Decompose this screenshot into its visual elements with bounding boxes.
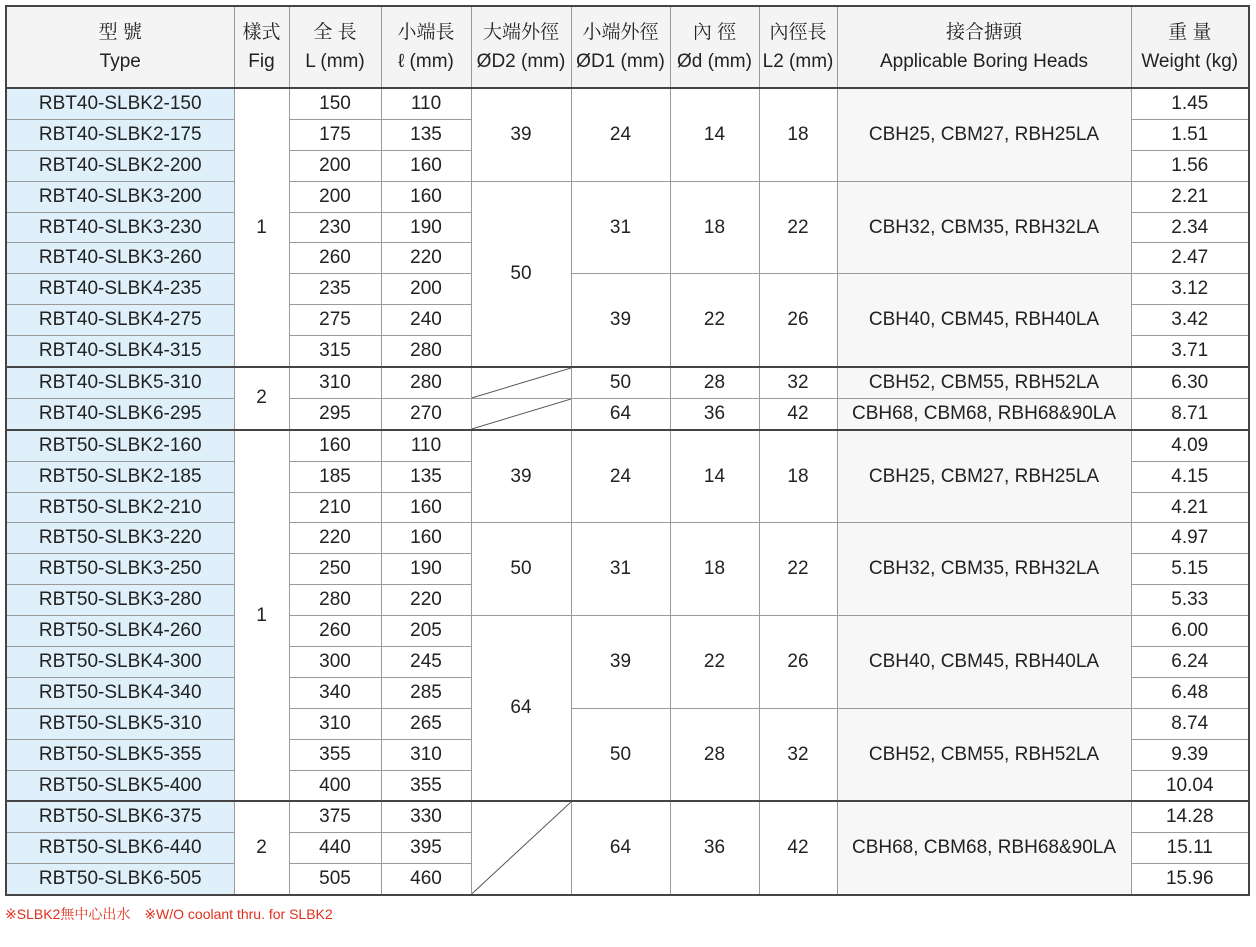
column-header-en: L (mm) — [305, 51, 365, 72]
small-end-length-cell: 330 — [381, 801, 471, 832]
length-cell: 220 — [289, 523, 381, 554]
small-end-length-cell: 190 — [381, 212, 471, 243]
small-end-length-cell: 135 — [381, 119, 471, 150]
inner-length-cell: 42 — [759, 398, 837, 429]
small-end-length-cell: 160 — [381, 150, 471, 181]
length-cell: 505 — [289, 864, 381, 895]
small-end-diameter-cell: 39 — [571, 274, 670, 367]
small-end-length-cell: 270 — [381, 398, 471, 429]
small-end-length-cell: 200 — [381, 274, 471, 305]
boring-heads-cell: CBH40, CBM45, RBH40LA — [837, 616, 1131, 709]
length-cell: 160 — [289, 430, 381, 461]
small-end-length-cell: 190 — [381, 554, 471, 585]
length-cell: 230 — [289, 212, 381, 243]
column-header — [381, 6, 471, 88]
column-header-zh: 重 量 — [1168, 22, 1212, 43]
boring-heads-cell: CBH68, CBM68, RBH68&90LA — [837, 801, 1131, 895]
diagonal-slash-icon — [472, 802, 571, 894]
weight-cell: 14.28 — [1131, 801, 1249, 832]
column-header — [837, 6, 1131, 88]
small-end-length-cell: 280 — [381, 336, 471, 367]
weight-cell: 3.42 — [1131, 305, 1249, 336]
column-header-zh: 內徑長 — [769, 22, 827, 43]
column-header-zh: 大端外徑 — [482, 22, 559, 43]
weight-cell: 2.21 — [1131, 181, 1249, 212]
column-header — [670, 6, 759, 88]
length-cell: 440 — [289, 833, 381, 864]
inner-length-cell: 18 — [759, 88, 837, 181]
boring-heads-cell: CBH32, CBM35, RBH32LA — [837, 523, 1131, 616]
not-applicable-cell — [471, 801, 571, 895]
type-cell: RBT50-SLBK4-300 — [6, 647, 234, 678]
table-row — [6, 88, 1249, 119]
type-cell: RBT40-SLBK3-200 — [6, 181, 234, 212]
column-header-zh: 全 長 — [313, 22, 357, 43]
weight-cell: 2.47 — [1131, 243, 1249, 274]
column-header-zh: 小端長 — [397, 22, 455, 43]
length-cell: 340 — [289, 677, 381, 708]
small-end-length-cell: 280 — [381, 367, 471, 398]
length-cell: 260 — [289, 243, 381, 274]
footer-note: ※SLBK2無中心出水 ※W/O coolant thru. for SLBK2 — [5, 906, 333, 922]
boring-heads-cell: CBH52, CBM55, RBH52LA — [837, 708, 1131, 801]
small-end-length-cell: 245 — [381, 647, 471, 678]
length-cell: 235 — [289, 274, 381, 305]
inner-diameter-cell: 18 — [670, 523, 759, 616]
column-header-en: ℓ (mm) — [398, 51, 454, 72]
length-cell: 400 — [289, 770, 381, 801]
type-cell: RBT40-SLBK3-230 — [6, 212, 234, 243]
small-end-length-cell: 110 — [381, 430, 471, 461]
column-header — [234, 6, 289, 88]
type-cell: RBT50-SLBK5-400 — [6, 770, 234, 801]
type-cell: RBT40-SLBK4-235 — [6, 274, 234, 305]
weight-cell: 1.51 — [1131, 119, 1249, 150]
boring-heads-cell: CBH40, CBM45, RBH40LA — [837, 274, 1131, 367]
weight-cell: 15.96 — [1131, 864, 1249, 895]
small-end-length-cell: 135 — [381, 461, 471, 492]
column-header-zh: 型 號 — [98, 22, 142, 43]
weight-cell: 3.12 — [1131, 274, 1249, 305]
type-cell: RBT40-SLBK2-150 — [6, 88, 234, 119]
length-cell: 355 — [289, 739, 381, 770]
table-row — [6, 430, 1249, 461]
header-row — [6, 6, 1249, 88]
table-row — [6, 708, 1249, 739]
weight-cell: 8.74 — [1131, 708, 1249, 739]
not-applicable-cell — [471, 398, 571, 429]
type-cell: RBT50-SLBK5-310 — [6, 708, 234, 739]
weight-cell: 10.04 — [1131, 770, 1249, 801]
column-header-en: L2 (mm) — [762, 51, 834, 72]
weight-cell: 6.00 — [1131, 616, 1249, 647]
type-cell: RBT50-SLBK6-375 — [6, 801, 234, 832]
weight-cell: 2.34 — [1131, 212, 1249, 243]
length-cell: 250 — [289, 554, 381, 585]
small-end-length-cell: 285 — [381, 677, 471, 708]
weight-cell: 4.15 — [1131, 461, 1249, 492]
type-cell: RBT50-SLBK6-440 — [6, 833, 234, 864]
small-end-length-cell: 355 — [381, 770, 471, 801]
fig-cell: 1 — [234, 88, 289, 367]
column-header-en: Ød (mm) — [677, 51, 752, 72]
type-cell: RBT40-SLBK2-200 — [6, 150, 234, 181]
type-cell: RBT50-SLBK3-280 — [6, 585, 234, 616]
table-body — [6, 88, 1249, 895]
type-cell: RBT40-SLBK3-260 — [6, 243, 234, 274]
length-cell: 310 — [289, 708, 381, 739]
boring-heads-cell: CBH68, CBM68, RBH68&90LA — [837, 398, 1131, 429]
type-cell: RBT50-SLBK6-505 — [6, 864, 234, 895]
weight-cell: 6.48 — [1131, 677, 1249, 708]
column-header-zh: 小端外徑 — [582, 22, 659, 43]
small-end-diameter-cell: 50 — [571, 708, 670, 801]
length-cell: 200 — [289, 181, 381, 212]
small-end-length-cell: 460 — [381, 864, 471, 895]
small-end-length-cell: 110 — [381, 88, 471, 119]
small-end-diameter-cell: 39 — [571, 616, 670, 709]
boring-heads-cell: CBH25, CBM27, RBH25LA — [837, 430, 1131, 523]
length-cell: 175 — [289, 119, 381, 150]
weight-cell: 4.21 — [1131, 492, 1249, 523]
weight-cell: 9.39 — [1131, 739, 1249, 770]
inner-diameter-cell: 36 — [670, 398, 759, 429]
inner-length-cell: 32 — [759, 708, 837, 801]
type-cell: RBT50-SLBK2-185 — [6, 461, 234, 492]
small-end-diameter-cell: 24 — [571, 88, 670, 181]
large-end-diameter-cell: 50 — [471, 523, 571, 616]
small-end-length-cell: 265 — [381, 708, 471, 739]
inner-length-cell: 22 — [759, 181, 837, 274]
type-cell: RBT40-SLBK4-315 — [6, 336, 234, 367]
type-cell: RBT50-SLBK2-210 — [6, 492, 234, 523]
column-header-en: Fig — [248, 51, 275, 72]
small-end-diameter-cell: 64 — [571, 801, 670, 895]
fig-cell: 1 — [234, 430, 289, 802]
table-row — [6, 274, 1249, 305]
table-row — [6, 616, 1249, 647]
column-header-zh: 接合搪頭 — [945, 22, 1022, 43]
table-header — [6, 6, 1249, 88]
type-cell: RBT50-SLBK4-260 — [6, 616, 234, 647]
column-header-zh: 內 徑 — [692, 22, 737, 43]
column-header — [6, 6, 234, 88]
weight-cell: 5.33 — [1131, 585, 1249, 616]
small-end-length-cell: 160 — [381, 181, 471, 212]
weight-cell: 4.09 — [1131, 430, 1249, 461]
weight-cell: 1.45 — [1131, 88, 1249, 119]
length-cell: 200 — [289, 150, 381, 181]
boring-heads-cell: CBH32, CBM35, RBH32LA — [837, 181, 1131, 274]
column-header-en: Type — [99, 51, 141, 72]
small-end-length-cell: 220 — [381, 585, 471, 616]
table-row — [6, 523, 1249, 554]
small-end-length-cell: 205 — [381, 616, 471, 647]
weight-cell: 6.30 — [1131, 367, 1249, 398]
table-row — [6, 367, 1249, 398]
inner-length-cell: 18 — [759, 430, 837, 523]
spec-table — [5, 5, 1250, 896]
inner-diameter-cell: 28 — [670, 708, 759, 801]
small-end-length-cell: 395 — [381, 833, 471, 864]
large-end-diameter-cell: 39 — [471, 430, 571, 523]
inner-length-cell: 22 — [759, 523, 837, 616]
type-cell: RBT40-SLBK4-275 — [6, 305, 234, 336]
large-end-diameter-cell: 39 — [471, 88, 571, 181]
small-end-length-cell: 160 — [381, 492, 471, 523]
small-end-length-cell: 160 — [381, 523, 471, 554]
column-header-en: ØD1 (mm) — [576, 51, 665, 72]
inner-diameter-cell: 36 — [670, 801, 759, 895]
type-cell: RBT50-SLBK2-160 — [6, 430, 234, 461]
column-header — [289, 6, 381, 88]
weight-cell: 4.97 — [1131, 523, 1249, 554]
boring-heads-cell: CBH25, CBM27, RBH25LA — [837, 88, 1131, 181]
length-cell: 210 — [289, 492, 381, 523]
weight-cell: 1.56 — [1131, 150, 1249, 181]
weight-cell: 8.71 — [1131, 398, 1249, 429]
length-cell: 185 — [289, 461, 381, 492]
table-row — [6, 801, 1249, 832]
type-cell: RBT40-SLBK6-295 — [6, 398, 234, 429]
column-header-en: Weight (kg) — [1141, 51, 1239, 72]
column-header-zh: 樣式 — [242, 22, 281, 43]
type-cell: RBT40-SLBK5-310 — [6, 367, 234, 398]
fig-cell: 2 — [234, 367, 289, 430]
table-row — [6, 181, 1249, 212]
large-end-diameter-cell: 50 — [471, 181, 571, 367]
length-cell: 300 — [289, 647, 381, 678]
inner-diameter-cell: 22 — [670, 616, 759, 709]
length-cell: 275 — [289, 305, 381, 336]
weight-cell: 5.15 — [1131, 554, 1249, 585]
not-applicable-cell — [471, 367, 571, 398]
small-end-diameter-cell: 50 — [571, 367, 670, 398]
diagonal-slash-icon — [472, 368, 571, 398]
length-cell: 150 — [289, 88, 381, 119]
inner-diameter-cell: 14 — [670, 88, 759, 181]
small-end-length-cell: 310 — [381, 739, 471, 770]
length-cell: 310 — [289, 367, 381, 398]
large-end-diameter-cell: 64 — [471, 616, 571, 802]
type-cell: RBT50-SLBK3-220 — [6, 523, 234, 554]
small-end-diameter-cell: 64 — [571, 398, 670, 429]
boring-heads-cell: CBH52, CBM55, RBH52LA — [837, 367, 1131, 398]
table-row — [6, 398, 1249, 429]
type-cell: RBT50-SLBK4-340 — [6, 677, 234, 708]
small-end-diameter-cell: 31 — [571, 523, 670, 616]
inner-diameter-cell: 22 — [670, 274, 759, 367]
column-header — [571, 6, 670, 88]
inner-diameter-cell: 28 — [670, 367, 759, 398]
weight-cell: 3.71 — [1131, 336, 1249, 367]
small-end-diameter-cell: 24 — [571, 430, 670, 523]
inner-diameter-cell: 14 — [670, 430, 759, 523]
weight-cell: 15.11 — [1131, 833, 1249, 864]
inner-length-cell: 42 — [759, 801, 837, 895]
weight-cell: 6.24 — [1131, 647, 1249, 678]
length-cell: 375 — [289, 801, 381, 832]
inner-length-cell: 32 — [759, 367, 837, 398]
diagonal-slash-icon — [472, 399, 571, 429]
column-header — [759, 6, 837, 88]
type-cell: RBT50-SLBK3-250 — [6, 554, 234, 585]
length-cell: 280 — [289, 585, 381, 616]
inner-length-cell: 26 — [759, 616, 837, 709]
column-header-en: Applicable Boring Heads — [879, 51, 1089, 72]
column-header — [471, 6, 571, 88]
inner-diameter-cell: 18 — [670, 181, 759, 274]
type-cell: RBT50-SLBK5-355 — [6, 739, 234, 770]
column-header-en: ØD2 (mm) — [476, 51, 566, 72]
length-cell: 315 — [289, 336, 381, 367]
length-cell: 260 — [289, 616, 381, 647]
column-header — [1131, 6, 1249, 88]
fig-cell: 2 — [234, 801, 289, 895]
length-cell: 295 — [289, 398, 381, 429]
inner-length-cell: 26 — [759, 274, 837, 367]
small-end-length-cell: 240 — [381, 305, 471, 336]
small-end-diameter-cell: 31 — [571, 181, 670, 274]
small-end-length-cell: 220 — [381, 243, 471, 274]
type-cell: RBT40-SLBK2-175 — [6, 119, 234, 150]
